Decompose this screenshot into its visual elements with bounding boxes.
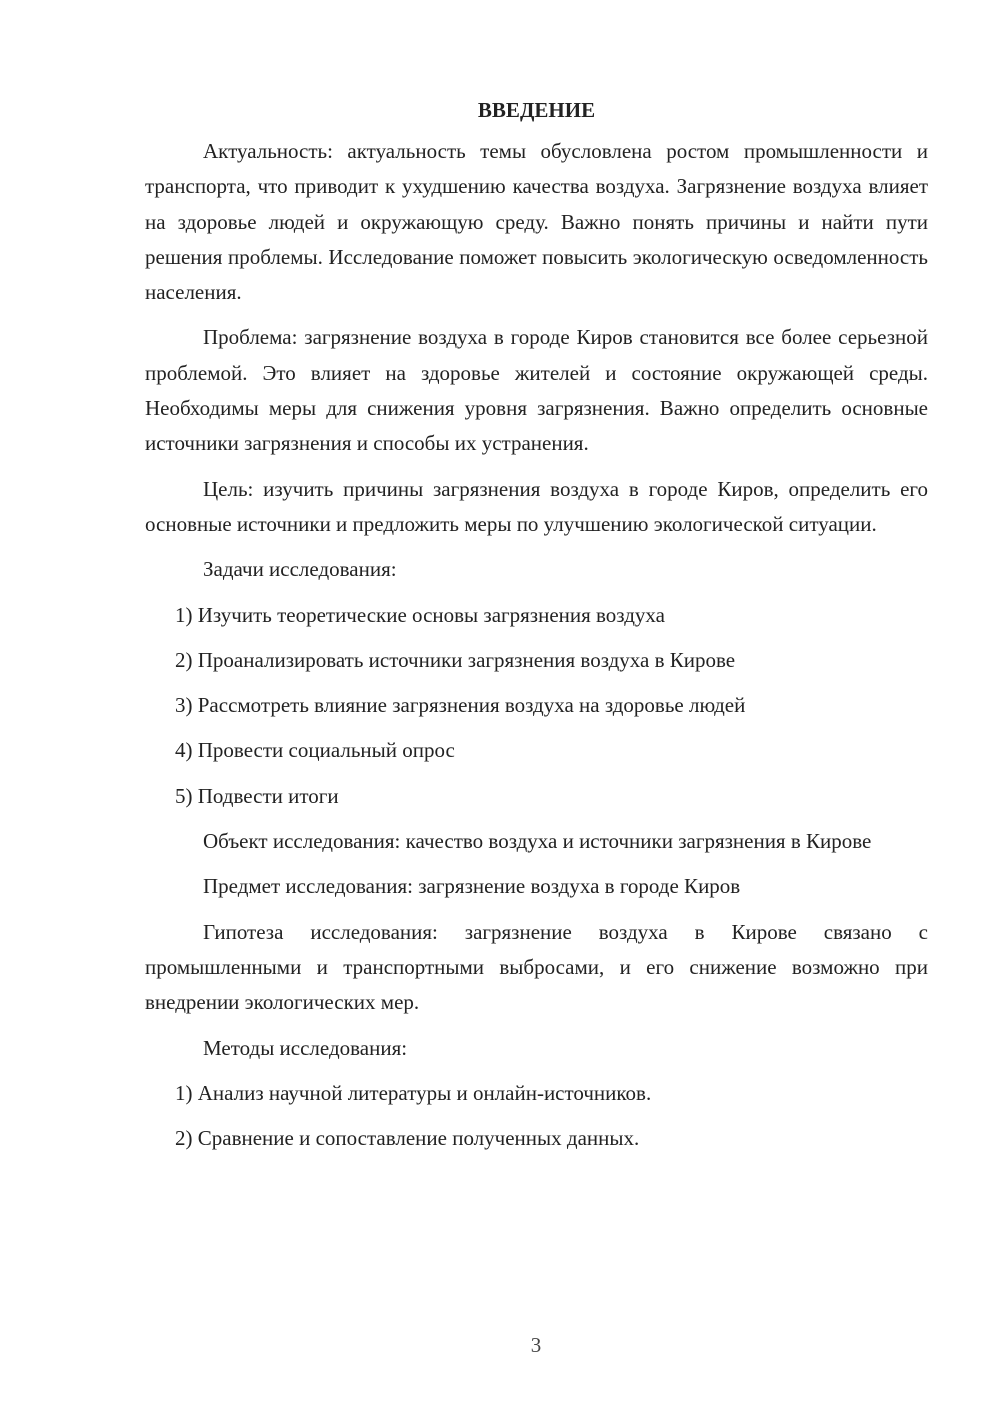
task-item: 3) Рассмотреть влияние загрязнения воздуха на здоровье людей <box>175 693 746 718</box>
task-item: 2) Проанализировать источники загрязнения воздуха в Кирове <box>175 647 736 672</box>
page-number: 3 <box>530 1333 542 1357</box>
task-item: 1) Изучить теоретические основы загрязнения воздуха <box>175 602 665 627</box>
method-item: 2) Сравнение и сопоставление полученных данных. <box>175 1126 640 1151</box>
method-item: 1) Анализ научной литературы и онлайн-источников. <box>175 1080 652 1105</box>
document-page <box>145 96 928 1166</box>
task-item: 5) Подвести итоги <box>175 783 339 808</box>
hypothesis-paragraph: Гипотеза исследования: загрязнение воздуха в Кирове связано с промышленными и транспортными выбросами, и его снижение возможно при внедрении экологических мер. <box>145 919 928 1015</box>
object-paragraph: Объект исследования: качество воздуха и источники загрязнения в Кирове <box>203 829 872 854</box>
tasks-title: Задачи исследования: <box>203 557 397 582</box>
section-heading: ВВЕДЕНИЕ <box>477 98 596 122</box>
subject-paragraph: Предмет исследования: загрязнение воздуха в городе Киров <box>203 874 741 899</box>
methods-title: Методы исследования: <box>203 1035 408 1060</box>
relevance-paragraph: Актуальность: актуальность темы обусловлена ростом промышленности и транспорта, что приводит к ухудшению качества воздуха. Загрязнение воздуха влияет на здоровье людей и окружающую среду. Важно понять причины и найти пути решения проблемы. Исследование поможет повысить экологическую осведомленность населения. <box>145 139 928 305</box>
goal-paragraph: Цель: изучить причины загрязнения воздуха в городе Киров, определить его основные источники и предложить меры по улучшению экологической ситуации. <box>145 476 928 536</box>
task-item: 4) Провести социальный опрос <box>175 738 455 763</box>
problem-paragraph: Проблема: загрязнение воздуха в городе Киров становится все более серьезной проблемой. Это влияет на здоровье жителей и состояние окружающей среды. Необходимы меры для снижения уровня загрязнения. Важно определить основные источники загрязнения и способы их устранения. <box>145 325 928 456</box>
